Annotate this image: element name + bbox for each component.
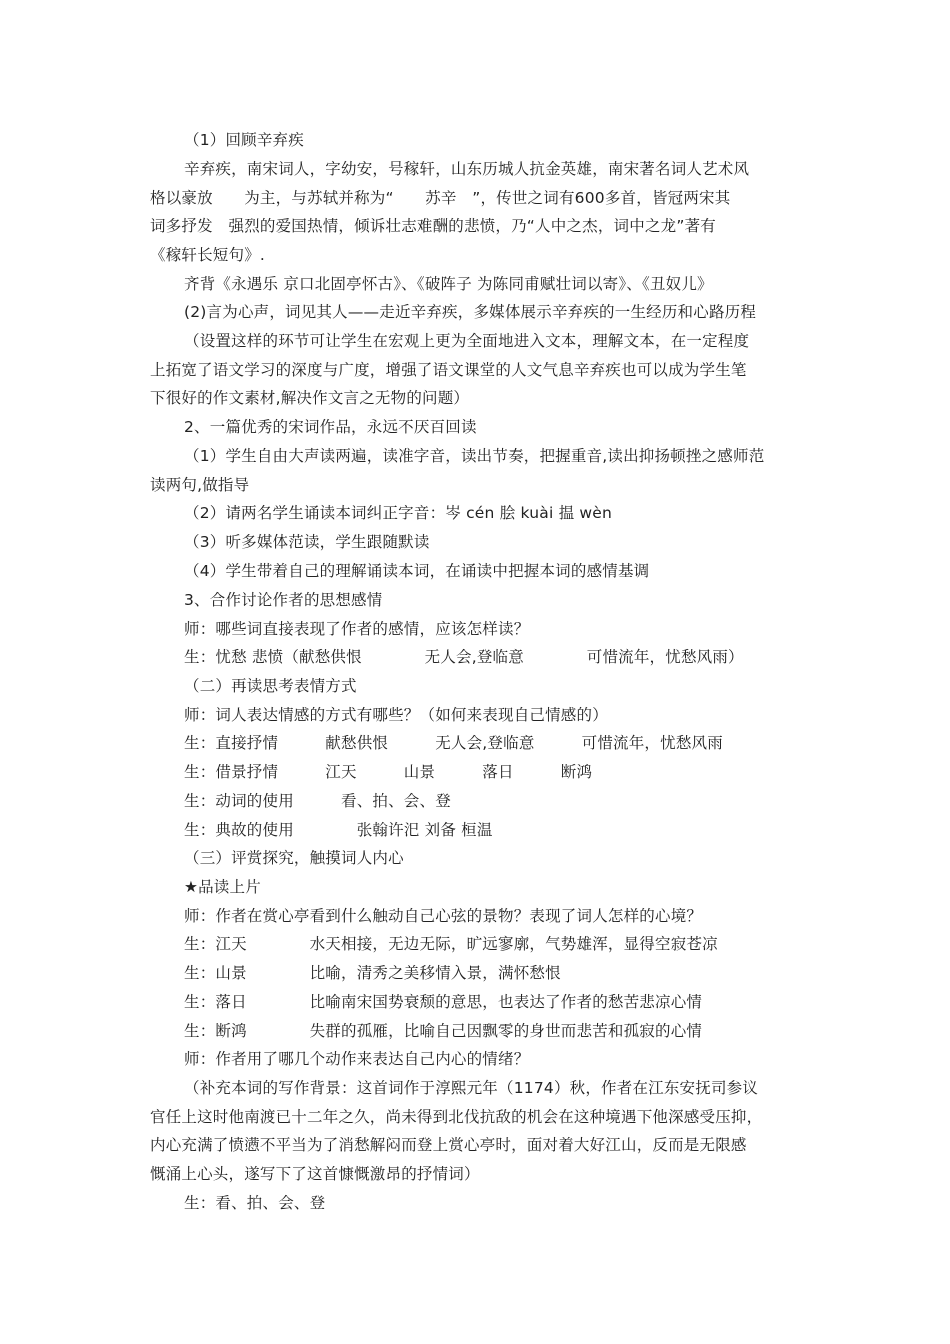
text-line: ★品读上片 (184, 878, 261, 896)
text-line: (2)言为心声，词见其人——走近辛弃疾，多媒体展示辛弃疾的一生经历和心路历程 (184, 303, 757, 321)
text-line: 师：作者在赏心亭看到什么触动自己心弦的景物？表现了词人怎样的心境？ (184, 907, 703, 925)
text-line: （3）听多媒体范读，学生跟随默读 (184, 533, 430, 551)
text-line: 官任上这时他南渡已十二年之久，尚未得到北伐抗敌的机会在这种境遇下他深感受压抑， (150, 1108, 763, 1126)
text-line: （1）学生自由大声读两遍，读准字音，读出节奏，把握重音,读出抑扬顿挫之感师范 (184, 447, 765, 465)
text-line: 格以豪放 为主，与苏轼并称为“ 苏辛 ”，传世之词有600多首，皆冠两宋其 (150, 189, 731, 207)
text-line: 师：词人表达情感的方式有哪些？（如何来表现自己情感的） (184, 706, 608, 724)
text-line: 生：典故的使用 张翰许汜 刘备 桓温 (184, 821, 493, 839)
text-line: 生：动词的使用 看、拍、会、登 (184, 792, 451, 810)
text-line: （三）评赏探究，触摸词人内心 (184, 849, 404, 867)
text-line: （1）回顾辛弃疾 (184, 131, 304, 149)
text-line: 齐背《永遇乐 京口北固亭怀古》、《破阵子 为陈同甫赋壮词以寄》、《丑奴儿》 (184, 275, 713, 293)
text-line: 词多抒发 强烈的爱国热情，倾诉壮志难酬的悲愤，乃“人中之杰，词中之龙”著有 (150, 217, 716, 235)
text-line: 读两句,做指导 (150, 476, 250, 494)
text-line: 生：江天 水天相接，无边无际，旷远寥廓，气势雄浑，显得空寂苍凉 (184, 935, 718, 953)
text-line: 慨涌上心头，遂写下了这首慷慨激昂的抒情词） (150, 1165, 480, 1183)
text-line: （补充本词的写作背景：这首词作于淳熙元年（1174）秋，作者在江东安抚司参议 (184, 1079, 759, 1097)
text-line: 生：直接抒情 献愁供恨 无人会,登临意 可惜流年，忧愁风雨 (184, 734, 723, 752)
text-line: （4）学生带着自己的理解诵读本词，在诵读中把握本词的感情基调 (184, 562, 650, 580)
text-line: 辛弃疾，南宋词人，字幼安，号稼轩，山东历城人抗金英雄，南宋著名词人艺术风 (184, 160, 750, 178)
text-line: 内心充满了愤懑不平当为了消愁解闷而登上赏心亭时，面对着大好江山，反而是无限感 (150, 1136, 747, 1154)
text-line: 生：借景抒情 江天 山景 落日 断鸿 (184, 763, 593, 781)
text-line: 上拓宽了语文学习的深度与广度，增强了语文课堂的人文气息辛弃疾也可以成为学生笔 (150, 361, 747, 379)
text-line: 师：哪些词直接表现了作者的感情，应该怎样读？ (184, 620, 530, 638)
text-line: 3、合作讨论作者的思想感情 (184, 591, 383, 609)
text-line: 2、一篇优秀的宋词作品，永远不厌百回读 (184, 418, 477, 436)
text-line: 下很好的作文素材,解决作文言之无物的问题） (150, 389, 470, 407)
text-line: 师：作者用了哪几个动作来表达自己内心的情绪？ (184, 1050, 530, 1068)
text-line: （二）再读思考表情方式 (184, 677, 357, 695)
text-line: 生：落日 比喻南宋国势衰颓的意思，也表达了作者的愁苦悲凉心情 (184, 993, 703, 1011)
text-line: 《稼轩长短句》. (150, 246, 266, 264)
text-line: （2）请两名学生诵读本词纠正字音：岑 cén 脍 kuài 揾 wèn (184, 504, 613, 522)
text-line: （设置这样的环节可让学生在宏观上更为全面地进入文本，理解文本，在一定程度 (184, 332, 750, 350)
text-line: 生：忧愁 悲愤（献愁供恨 无人会,登临意 可惜流年，忧愁风雨） (184, 648, 744, 666)
text-line: 生：看、拍、会、登 (184, 1194, 326, 1212)
text-line: 生：山景 比喻，清秀之美移情入景，满怀愁恨 (184, 964, 561, 982)
text-line: 生：断鸿 失群的孤雁，比喻自己因飘零的身世而悲苦和孤寂的心情 (184, 1022, 703, 1040)
